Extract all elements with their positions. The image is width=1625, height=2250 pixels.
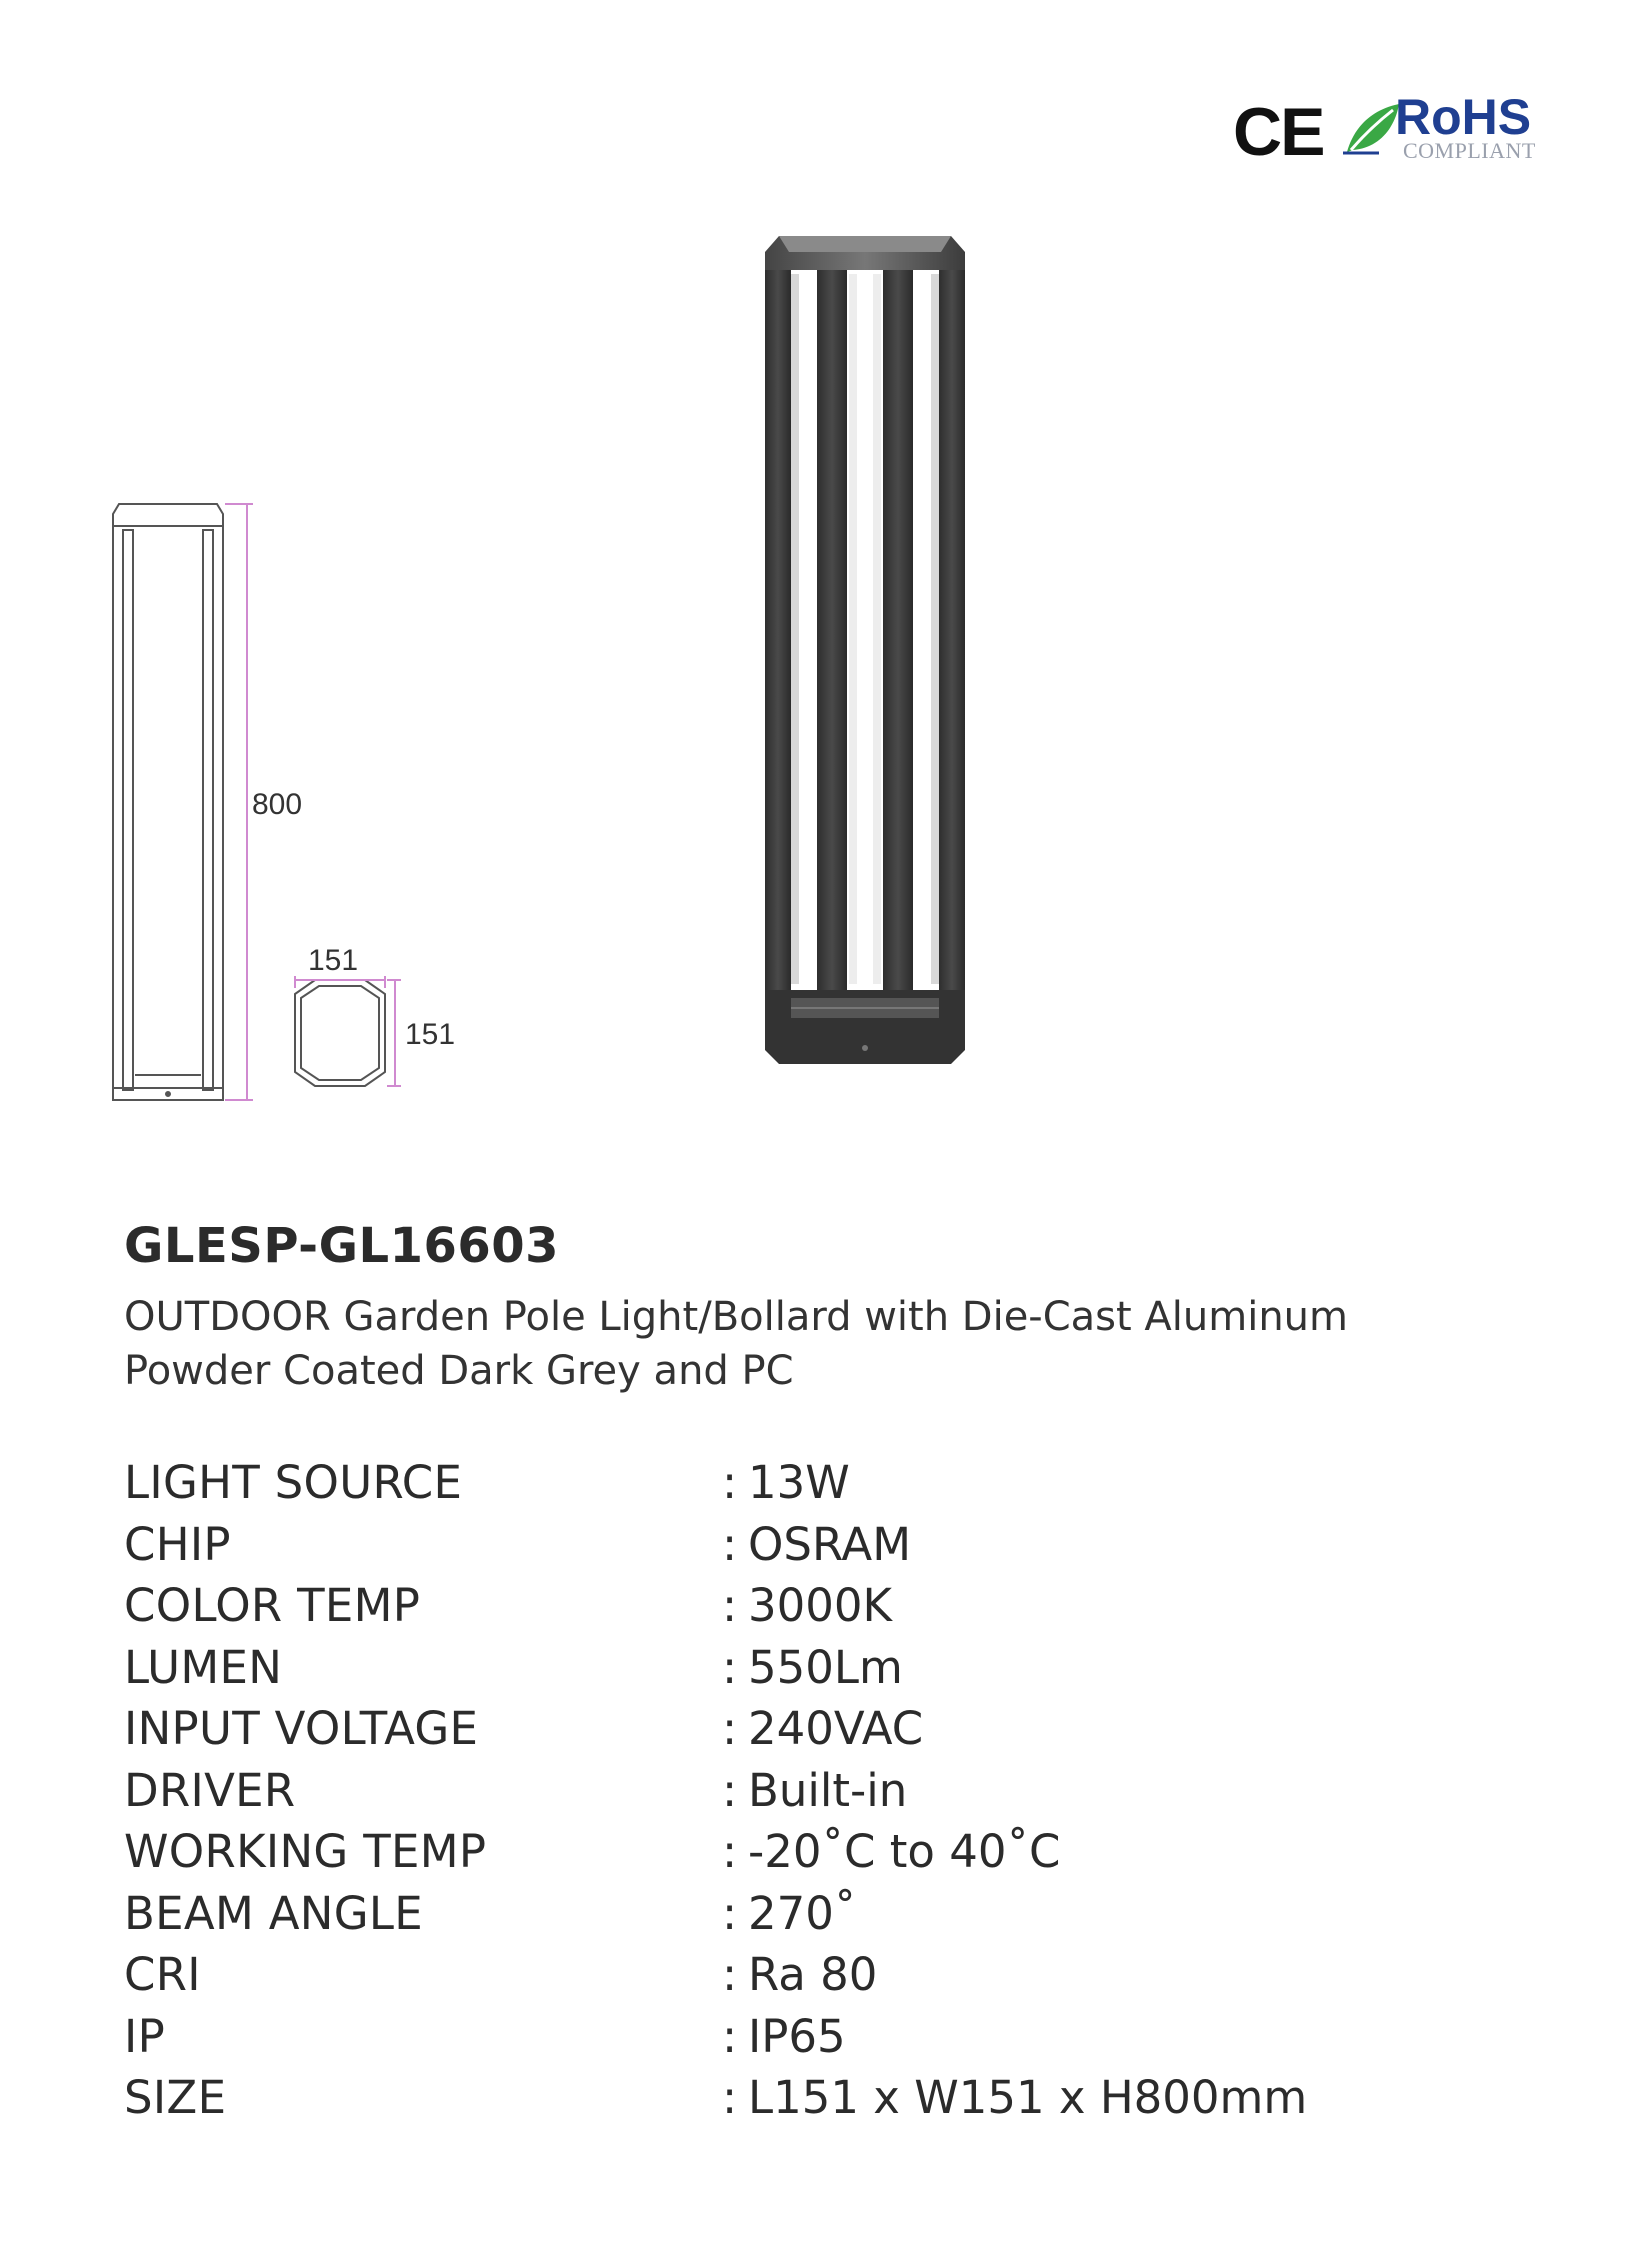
spec-value: -20˚C to 40˚C <box>748 1825 1061 1878</box>
front-view <box>113 504 223 1100</box>
description-line: OUTDOOR Garden Pole Light/Bollard with Die-Cast Aluminum <box>124 1294 1348 1340</box>
spec-label: SIZE <box>124 2071 227 2124</box>
leaf-icon <box>1343 100 1403 156</box>
rohs-logo <box>1343 89 1543 172</box>
certification-marks <box>1233 89 1553 172</box>
spec-separator: : <box>722 1763 738 1817</box>
spec-separator: : <box>722 1825 738 1878</box>
spec-separator: : <box>722 2071 738 2124</box>
spec-value: Built-in <box>748 1763 908 1817</box>
height-dimension <box>225 504 253 1100</box>
spec-value: 240VAC <box>748 1702 924 1755</box>
spec-label: CHIP <box>124 1517 231 1571</box>
spec-row-light-source <box>124 1452 1544 1514</box>
spec-separator: : <box>722 1579 738 1632</box>
technical-drawing <box>105 500 485 1120</box>
spec-row-working-temp <box>124 1821 1544 1883</box>
spec-label: BEAM ANGLE <box>124 1886 424 1940</box>
spec-value: Ra 80 <box>748 1948 878 2001</box>
spec-row-ip <box>124 2006 1544 2068</box>
description-line: Powder Coated Dark Grey and PC <box>124 1348 794 1394</box>
width-dimension-label: 151 <box>308 944 359 977</box>
product-description <box>124 1290 1544 1398</box>
spec-row-lumen <box>124 1637 1544 1699</box>
spec-value: 13W <box>748 1456 850 1509</box>
product-image <box>755 230 975 1080</box>
spec-row-chip <box>124 1514 1544 1576</box>
spec-value: 550Lm <box>748 1640 903 1694</box>
spec-row-cri <box>124 1944 1544 2006</box>
spec-separator: : <box>722 2009 738 2063</box>
depth-dimension-label: 151 <box>405 1018 456 1051</box>
spec-separator: : <box>722 1702 738 1755</box>
spec-label: DRIVER <box>124 1763 296 1817</box>
product-model: GLESP-GL16603 <box>124 1218 560 1274</box>
spec-value: 270˚ <box>748 1886 857 1940</box>
spec-row-color-temp <box>124 1575 1544 1637</box>
spec-separator: : <box>722 1886 738 1940</box>
spec-value: L151 x W151 x H800mm <box>748 2071 1308 2124</box>
spec-label: CRI <box>124 1948 201 2001</box>
spec-value: OSRAM <box>748 1517 912 1571</box>
spec-separator: : <box>722 1640 738 1694</box>
spec-label: LIGHT SOURCE <box>124 1456 463 1509</box>
spec-separator: : <box>722 1948 738 2001</box>
rohs-text: RoHS <box>1395 89 1532 145</box>
spec-table <box>124 1452 1544 2129</box>
spec-separator: : <box>722 1517 738 1571</box>
spec-label: INPUT VOLTAGE <box>124 1702 479 1755</box>
spec-label: LUMEN <box>124 1640 283 1694</box>
spec-label: IP <box>124 2009 166 2063</box>
height-dimension-label: 800 <box>252 788 303 821</box>
spec-row-beam-angle <box>124 1883 1544 1945</box>
top-view <box>295 980 385 1086</box>
spec-value: 3000K <box>748 1579 893 1632</box>
spec-row-size <box>124 2067 1544 2129</box>
ce-mark: CE <box>1233 94 1324 170</box>
spec-label: COLOR TEMP <box>124 1579 421 1632</box>
spec-separator: : <box>722 1456 738 1509</box>
spec-row-input-voltage <box>124 1698 1544 1760</box>
spec-row-driver <box>124 1760 1544 1822</box>
spec-value: IP65 <box>748 2009 846 2063</box>
rohs-compliant-text: COMPLIANT <box>1403 138 1536 163</box>
spec-label: WORKING TEMP <box>124 1825 487 1878</box>
